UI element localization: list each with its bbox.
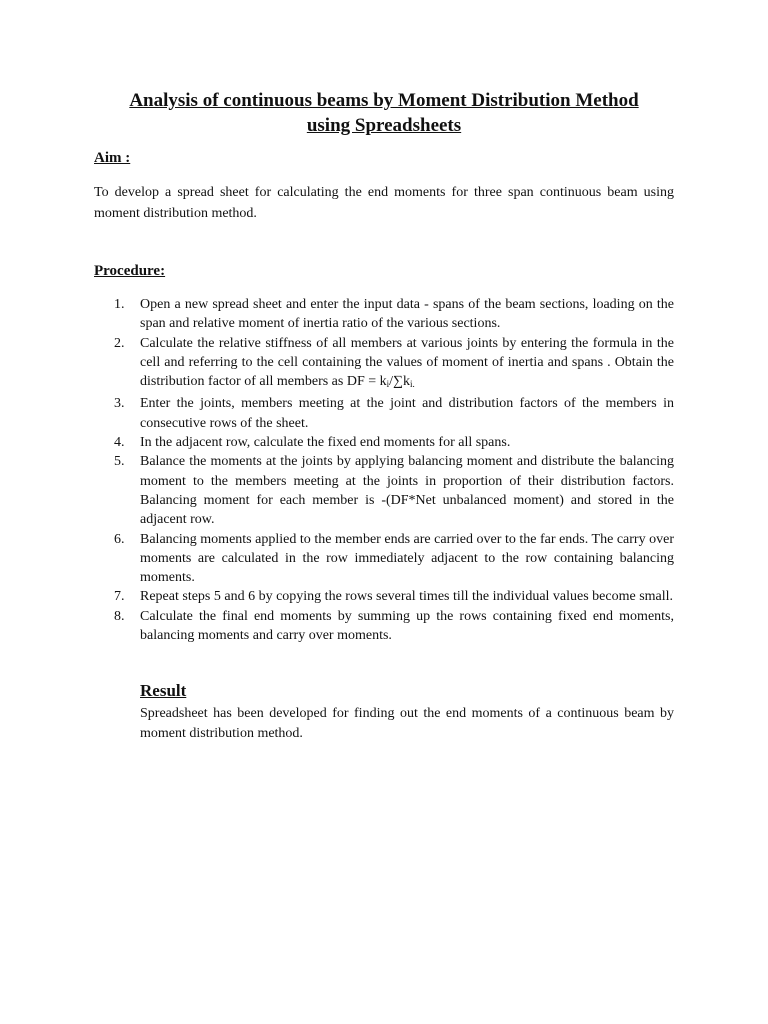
title-line-1: Analysis of continuous beams by Moment Distribution Method <box>129 90 639 111</box>
step-text: Calculate the relative stiffness of all members at various joints by entering the formula in the cell and referring to the cell containing the values of moment of inertia and spans . Obtain the distribution factor of all members as DF = k <box>140 335 674 390</box>
step-number: 3. <box>114 396 125 412</box>
step-number: 8. <box>114 608 125 624</box>
procedure-heading: Procedure: <box>94 263 166 279</box>
procedure-step-6 <box>94 530 674 588</box>
step-number: 2. <box>114 335 125 351</box>
result-heading: Result <box>140 681 187 700</box>
procedure-step-7 <box>94 587 674 606</box>
step-number: 6. <box>114 531 125 547</box>
aim-text: To develop a spread sheet for calculating the end moments for three span continuous beam using moment distribution method. <box>94 185 674 221</box>
step-text: Open a new spread sheet and enter the input data - spans of the beam sections, loading on the span and relative moment of inertia ratio of the various sections. <box>140 297 674 332</box>
procedure-step-1 <box>94 295 674 334</box>
procedure-step-5 <box>94 452 674 529</box>
step-text: Enter the joints, members meeting at the joint and distribution factors of the members in consecutive rows of the sheet. <box>140 396 674 431</box>
step-text: Repeat steps 5 and 6 by copying the rows several times till the individual values become small. <box>140 589 674 605</box>
result-text: Spreadsheet has been developed for finding out the end moments of a continuous beam by moment distribution method. <box>140 706 674 741</box>
subscript-i: i <box>386 379 390 390</box>
formula-sum: /∑k <box>389 374 411 390</box>
step-text: Balancing moments applied to the member ends are carried over to the far ends. The carry over moments are calculated in the row immediately adjacent to the row containing balancing moments. <box>140 531 674 586</box>
procedure-step-2 <box>94 334 674 395</box>
step-number: 7. <box>114 589 125 605</box>
step-number: 4. <box>114 435 125 451</box>
step-text: Calculate the final end moments by summing up the rows containing fixed end moments, balancing moments and carry over moments. <box>140 608 674 644</box>
step-number: 5. <box>114 454 125 470</box>
document-title <box>80 88 688 138</box>
subscript-i-period: i. <box>410 379 415 390</box>
procedure-step-8 <box>94 607 674 646</box>
step-text: In the adjacent row, calculate the fixed end moments for all spans. <box>140 435 511 451</box>
aim-heading: Aim : <box>94 150 131 166</box>
procedure-step-3 <box>94 394 674 433</box>
step-number: 1. <box>114 297 125 312</box>
step-text: Balance the moments at the joints by applying balancing moment and distribute the balancing moment to the members meeting at the joints in proportion of their distribution factors. Balancing moment for each member is -(DF*Net unbalanced moment) and stored in the adjacent row. <box>140 454 674 528</box>
procedure-steps <box>94 295 674 645</box>
title-line-2: using Spreadsheets <box>306 115 462 136</box>
procedure-step-4 <box>94 433 674 452</box>
